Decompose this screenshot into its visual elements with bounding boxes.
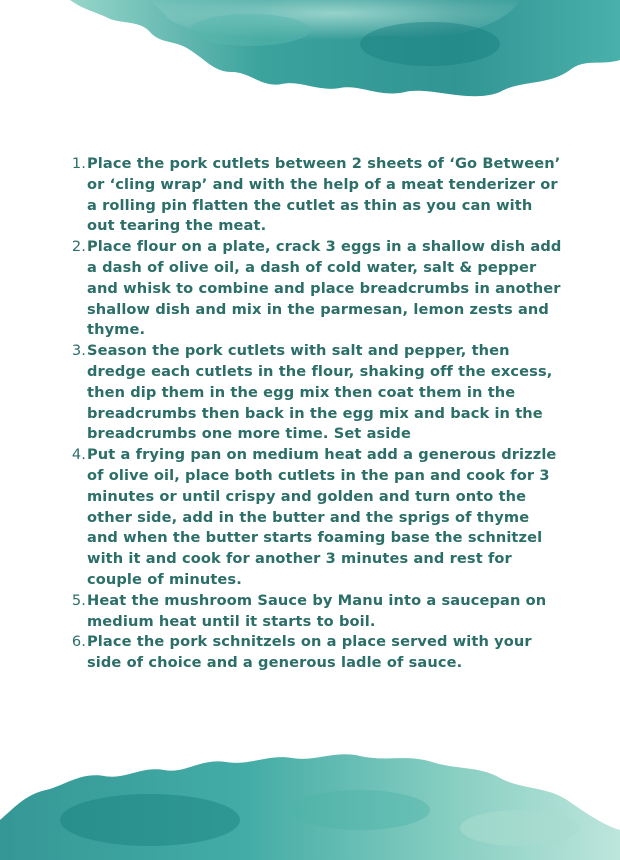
step-text: Place flour on a plate, crack 3 eggs in a shallow dish add a dash of olive oil, a dash of cold water, salt & pepper and whisk to combine and place breadcrumbs in another shallow dish and mix in the parmesan, lemon zests and thyme. (87, 238, 562, 339)
step-number: 6. (71, 633, 86, 651)
step-number: 3. (71, 342, 86, 360)
instruction-step (62, 154, 562, 237)
instruction-step (62, 591, 562, 633)
step-number: 2. (71, 238, 86, 256)
step-number: 5. (71, 591, 86, 609)
instruction-step (62, 237, 562, 341)
step-number: 1. (71, 155, 86, 172)
step-text: Season the pork cutlets with salt and pepper, then dredge each cutlets in the flour, shaking off the excess, then dip them in the egg mix then coat them in the breadcrumbs then back in the egg mix and back in the breadcrumbs one more time. Set aside (87, 342, 553, 443)
instruction-step (62, 341, 562, 445)
step-text: Place the pork schnitzels on a place served with your side of choice and a generous ladle of sauce. (87, 633, 532, 672)
step-text: Put a frying pan on medium heat add a generous drizzle of olive oil, place both cutlets in the pan and cook for 3 minutes or until crispy and golden and turn onto the other side, add in the butter and the sprigs of thyme and when the butter starts foaming base the schnitzel with it and cook for another 3 minutes and rest for couple of minutes. (87, 446, 557, 588)
watercolor-wash-bottom (0, 750, 620, 860)
step-number: 4. (71, 446, 86, 464)
watercolor-wash-top (0, 0, 620, 100)
instruction-list (62, 154, 562, 674)
instruction-step (62, 632, 562, 674)
instruction-step (62, 445, 562, 591)
step-text: Place the pork cutlets between 2 sheets of ‘Go Between’ or ‘cling wrap’ and with the help of a meat tenderizer or a rolling pin flatten the cutlet as thin as you can with out tearing the meat. (87, 155, 561, 235)
step-text: Heat the mushroom Sauce by Manu into a saucepan on medium heat until it starts to boil. (87, 591, 547, 630)
